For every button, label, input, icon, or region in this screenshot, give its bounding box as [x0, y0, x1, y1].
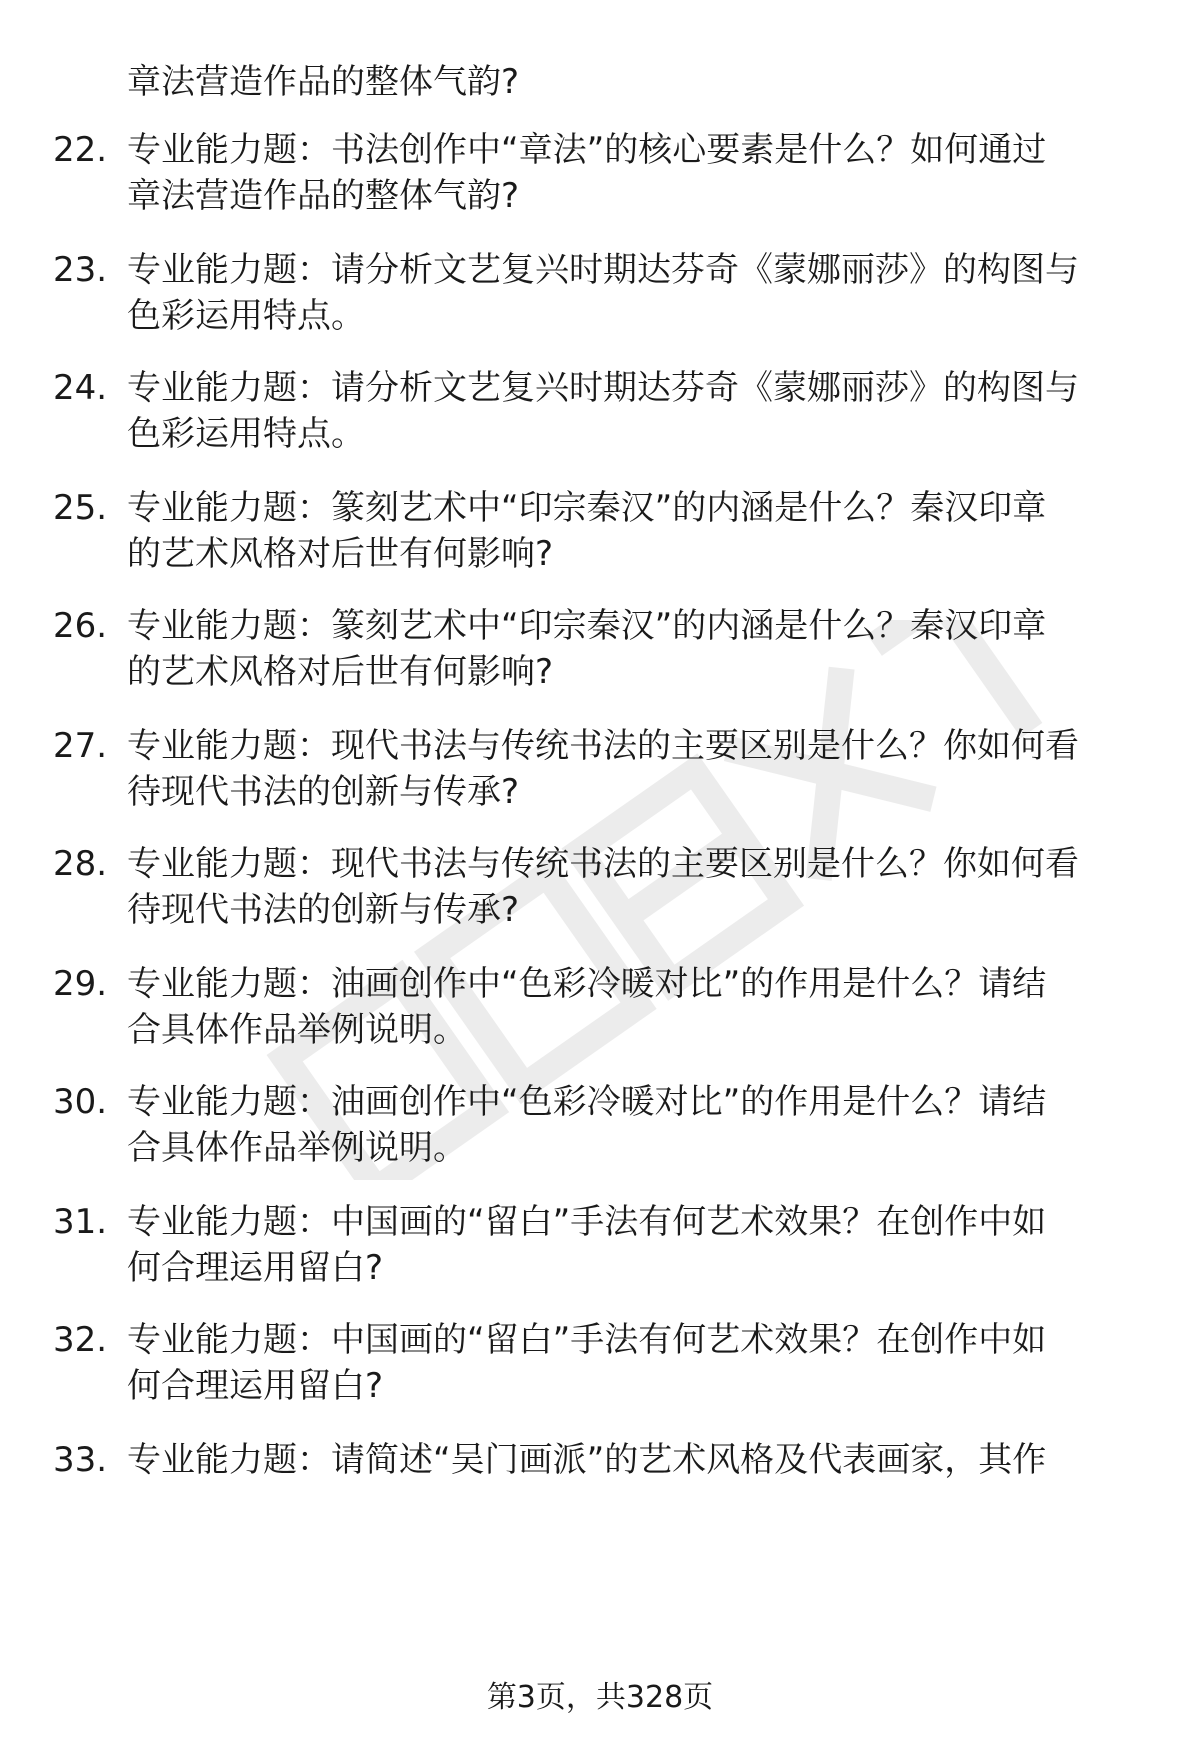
item-number: 24. — [53, 368, 108, 408]
item-text-line2: 待现代书法的创新与传承? — [127, 772, 520, 812]
list-item — [0, 128, 1200, 224]
list-item — [0, 1318, 1200, 1414]
list-item — [0, 248, 1200, 344]
item-text-line2: 色彩运用特点。 — [127, 296, 365, 336]
continuation-line: 章法营造作品的整体气韵? — [127, 62, 520, 102]
item-text-line1: 专业能力题：现代书法与传统书法的主要区别是什么？你如何看 — [127, 726, 1079, 766]
list-item — [0, 842, 1200, 938]
item-number: 25. — [53, 488, 108, 528]
list-item — [0, 486, 1200, 582]
item-number: 30. — [53, 1082, 108, 1122]
item-text-line2: 合具体作品举例说明。 — [127, 1010, 467, 1050]
item-text-line2: 色彩运用特点。 — [127, 414, 365, 454]
item-text-line1: 专业能力题：篆刻艺术中“印宗秦汉”的内涵是什么？秦汉印章 — [127, 488, 1047, 528]
item-text-line1: 专业能力题：请分析文艺复兴时期达芬奇《蒙娜丽莎》的构图与 — [127, 368, 1079, 408]
item-number: 22. — [53, 130, 108, 170]
list-item — [0, 1438, 1200, 1534]
item-number: 26. — [53, 606, 108, 646]
item-text-line2: 合具体作品举例说明。 — [127, 1128, 467, 1168]
item-text-line1: 专业能力题：中国画的“留白”手法有何艺术效果？在创作中如 — [127, 1202, 1047, 1242]
item-text-line2: 何合理运用留白? — [127, 1366, 384, 1406]
item-number: 33. — [53, 1440, 108, 1480]
list-item — [0, 724, 1200, 820]
item-text-line2: 的艺术风格对后世有何影响? — [127, 652, 554, 692]
item-number: 28. — [53, 844, 108, 884]
item-text-line1: 专业能力题：中国画的“留白”手法有何艺术效果？在创作中如 — [127, 1320, 1047, 1360]
item-text-line2: 何合理运用留白? — [127, 1248, 384, 1288]
item-text-line1: 专业能力题：油画创作中“色彩冷暖对比”的作用是什么？请结 — [127, 964, 1047, 1004]
item-text-line1: 专业能力题：篆刻艺术中“印宗秦汉”的内涵是什么？秦汉印章 — [127, 606, 1047, 646]
page-number-footer: 第3页，共328页 — [486, 1680, 714, 1715]
item-text-line2: 待现代书法的创新与传承? — [127, 890, 520, 930]
item-number: 32. — [53, 1320, 108, 1360]
item-number: 29. — [53, 964, 108, 1004]
item-text-line1: 专业能力题：现代书法与传统书法的主要区别是什么？你如何看 — [127, 844, 1079, 884]
item-text-line1: 专业能力题：书法创作中“章法”的核心要素是什么？如何通过 — [127, 130, 1047, 170]
list-item — [0, 366, 1200, 462]
item-text-line1: 专业能力题：请分析文艺复兴时期达芬奇《蒙娜丽莎》的构图与 — [127, 250, 1079, 290]
list-item — [0, 1200, 1200, 1296]
item-number: 31. — [53, 1202, 108, 1242]
item-text-line1: 专业能力题：请简述“吴门画派”的艺术风格及代表画家，其作 — [127, 1440, 1047, 1480]
list-item — [0, 604, 1200, 700]
list-item — [0, 1080, 1200, 1176]
item-text-line2: 的艺术风格对后世有何影响? — [127, 534, 554, 574]
item-text-line2: 章法营造作品的整体气韵? — [127, 176, 520, 216]
list-item — [0, 962, 1200, 1058]
item-number: 23. — [53, 250, 108, 290]
item-number: 27. — [53, 726, 108, 766]
item-text-line1: 专业能力题：油画创作中“色彩冷暖对比”的作用是什么？请结 — [127, 1082, 1047, 1122]
